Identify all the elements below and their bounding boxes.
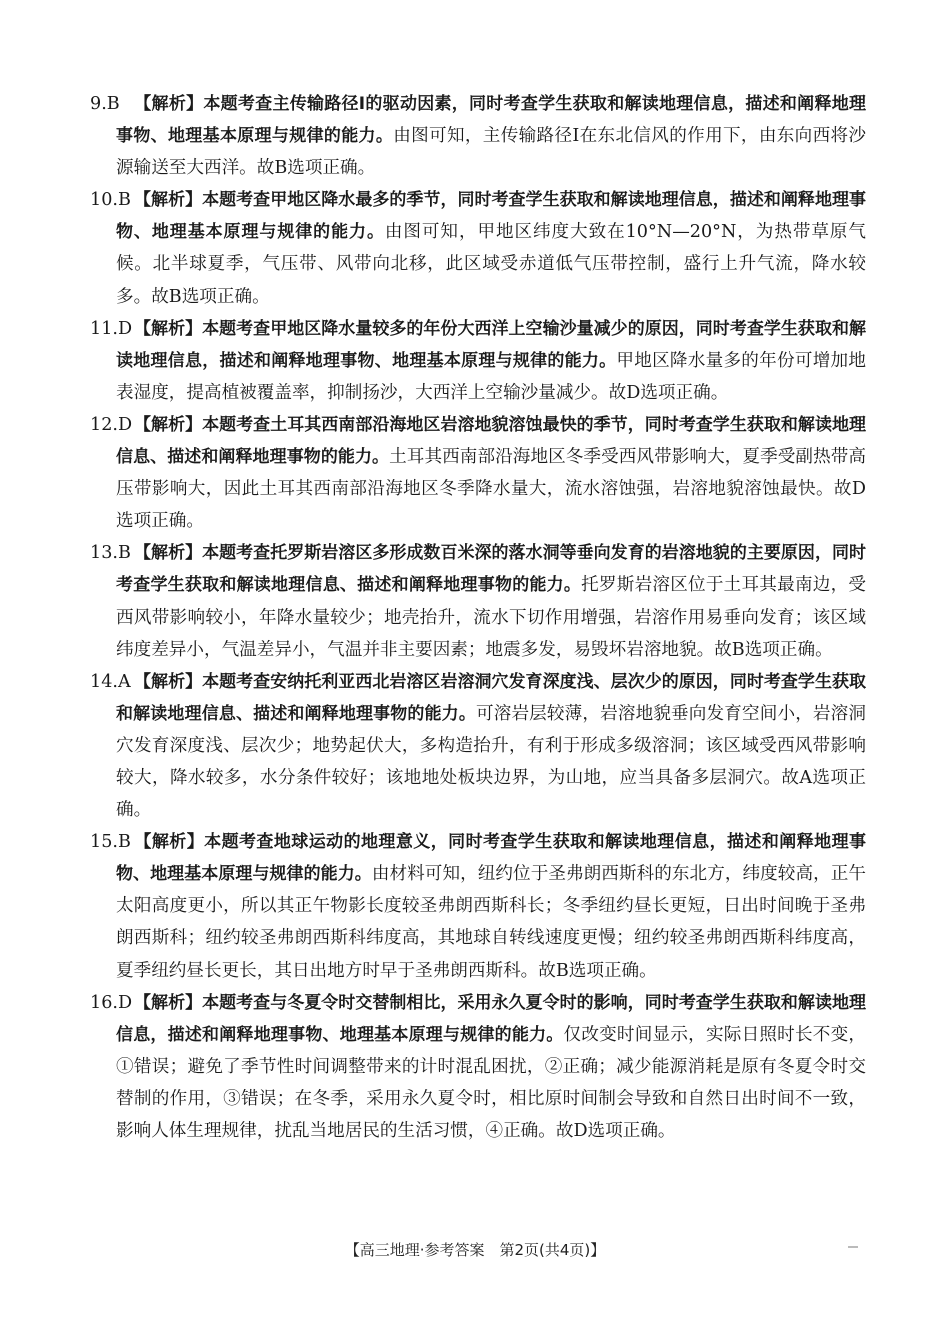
answer-item-11 — [90, 313, 866, 409]
question-number: 16.D — [90, 992, 133, 1013]
analysis-lead: 【解析】本题考查地球运动的地理意义，同时考查学生获取和解读地理信息，描述和阐释地理事物、地理基本原理与规律的能力。 — [116, 832, 866, 885]
analysis-text: 可溶岩层较薄，岩溶地貌垂向发育空间小，岩溶洞穴发育深度浅、层次少；地势起伏大，多构造抬升，有利于形成多级溶洞；该区域受西风带影响较大，降水较多，水分条件较好；该地地处板块边界，为山地，应当具备多层洞穴。故A选项正确。 — [116, 703, 866, 821]
analysis-lead: 【解析】本题考查主传输路径Ⅰ的驱动因素，同时考查学生获取和解读地理信息，描述和阐释地理事物、地理基本原理与规律的能力。 — [116, 94, 866, 147]
question-number: 12.D — [90, 414, 133, 435]
question-number: 11.D — [90, 318, 133, 339]
analysis-text: 托罗斯岩溶区位于土耳其最南边，受西风带影响较小，年降水量较少；地壳抬升，流水下切作用增强，岩溶作用易垂向发育；该区域纬度差异小，气温差异小，气温并非主要因素；地震多发，易毁坏岩溶地貌。故B选项正确。 — [116, 575, 866, 660]
page-footer: 【高三地理·参考答案 第2页(共4页)】 — [344, 1241, 606, 1259]
analysis-lead: 【解析】本题考查托罗斯岩溶区多形成数百米深的落水洞等垂向发育的岩溶地貌的主要原因，同时考查学生获取和解读地理信息、描述和阐释地理事物的能力。 — [116, 543, 866, 596]
analysis-lead: 【解析】本题考查与冬夏令时交替制相比，采用永久夏令时的影响，同时考查学生获取和解读地理信息，描述和阐释地理事物、地理基本原理与规律的能力。 — [116, 992, 866, 1045]
analysis-lead: 【解析】本题考查甲地区降水量较多的年份大西洋上空输沙量减少的原因，同时考查学生获取和解读地理信息，描述和阐释地理事物、地理基本原理与规律的能力。 — [116, 318, 866, 371]
answer-item-12 — [90, 409, 866, 537]
analysis-text: 由材料可知，纽约位于圣弗朗西斯科的东北方，纬度较高，正午太阳高度更小，所以其正午物影长度较圣弗朗西斯科长；冬季纽约昼长更短，日出时间晚于圣弗朗西斯科；纽约较圣弗朗西斯科纬度高，其地球自转线速度更慢；纽约较圣弗朗西斯科纬度高，夏季纽约昼长更长，其日出地方时早于圣弗朗西斯科。故B选项正确。 — [116, 864, 866, 981]
question-number: 14.A — [90, 671, 131, 692]
analysis-text: 甲地区降水量多的年份可增加地表湿度，提高植被覆盖率，抑制扬沙，大西洋上空输沙量减少。故D选项正确。 — [116, 350, 866, 403]
analysis-lead: 【解析】本题考查甲地区降水最多的季节，同时考查学生获取和解读地理信息，描述和阐释地理事物、地理基本原理与规律的能力。 — [116, 190, 866, 243]
answer-item-16 — [90, 987, 866, 1147]
answer-item-13 — [90, 537, 866, 665]
analysis-text: 由图可知，主传输路径Ⅰ在东北信风的作用下，由东向西将沙源输送至大西洋。故B选项正确。 — [116, 126, 867, 179]
analysis-lead: 【解析】本题考查安纳托利亚西北岩溶区岩溶洞穴发育深度浅、层次少的原因，同时考查学生获取和解读地理信息、描述和阐释地理事物的能力。 — [116, 671, 866, 724]
analysis-text: 土耳其西南部沿海地区冬季受西风带影响大，夏季受副热带高压带影响大，因此土耳其西南部沿海地区冬季降水量大，流水溶蚀强，岩溶地貌溶蚀最快。故D选项正确。 — [116, 447, 866, 532]
analysis-text: 由图可知，甲地区纬度大致在10°N—20°N，为热带草原气候。北半球夏季，气压带、风带向北移，此区域受赤道低气压带控制，盛行上升气流，降水较多。故B选项正确。 — [116, 222, 866, 307]
analysis-text: 仅改变时间显示，实际日照时长不变，①错误；避免了季节性时间调整带来的计时混乱困扰，②正确；减少能源消耗是原有冬夏令时交替制的作用，③错误；在冬季，采用永久夏令时，相比原时间制会导致和自然日出时间不一致，影响人体生理规律，扰乱当地居民的生活习惯，④正确。故D选项正确。 — [116, 1024, 866, 1141]
answer-list — [90, 88, 866, 1147]
question-number: 15.B — [90, 832, 131, 853]
analysis-lead: 【解析】本题考查土耳其西南部沿海地区岩溶地貌溶蚀最快的季节，同时考查学生获取和解读地理信息、描述和阐释地理事物的能力。 — [116, 414, 866, 468]
answer-item-15 — [90, 826, 866, 986]
answer-item-14 — [90, 666, 866, 826]
question-number: 9.B — [90, 94, 120, 114]
scan-mark — [848, 1246, 858, 1248]
question-number: 10.B — [90, 190, 131, 211]
answer-item-10 — [90, 184, 866, 312]
answer-item-9 — [90, 88, 866, 184]
question-number: 13.B — [90, 543, 131, 564]
